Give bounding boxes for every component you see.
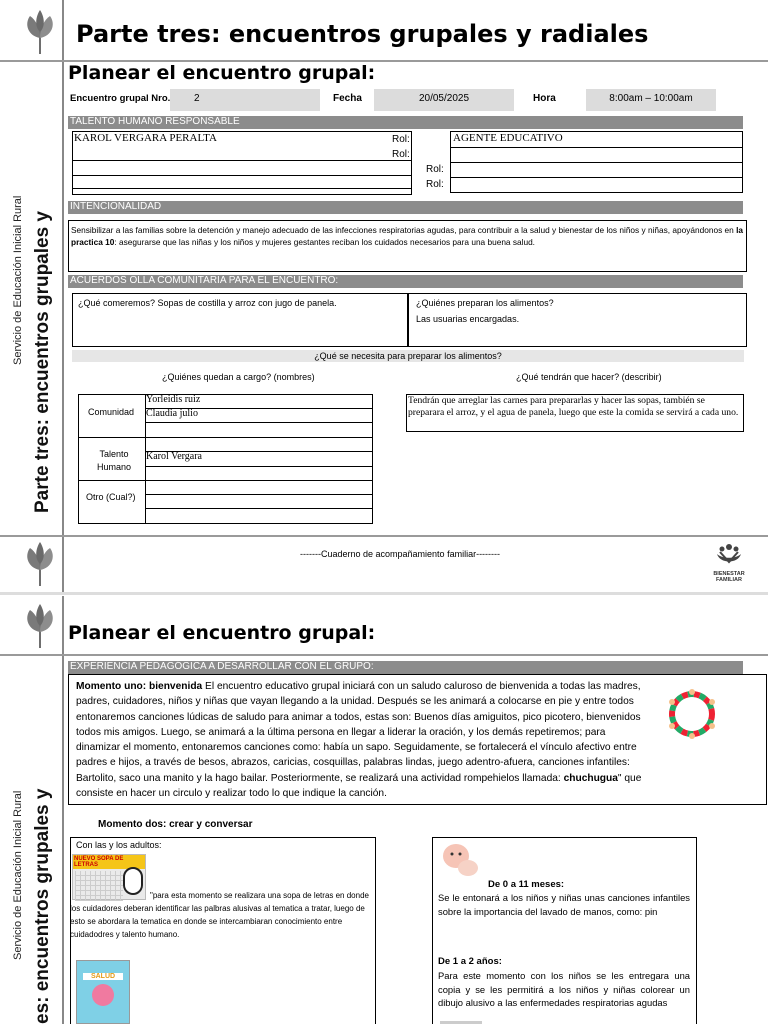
momento-uno-text-2: " que consiste en hacer un circulo y realizar todo lo que indique la canción.	[76, 772, 642, 800]
fecha-value: 20/05/2025	[418, 93, 470, 104]
bienestar-logo-icon	[712, 542, 746, 570]
baby-icon	[438, 840, 482, 880]
leaf-icon	[20, 540, 60, 588]
logo-text: BIENESTAR FAMILIAR	[713, 571, 745, 583]
hora-value: 8:00am – 10:00am	[609, 93, 693, 104]
section-title-2: Planear el encuentro grupal:	[68, 622, 376, 644]
que-hacer-label: ¿Qué tendrán que hacer? (describir)	[516, 372, 662, 382]
section-title: Planear el encuentro grupal:	[68, 62, 376, 84]
side-service-text-2: Servicio de Educación Inicial Rural	[12, 790, 24, 960]
intencionalidad-text-a: Sensibilizar a las familias sobre la detención y manejo adecuado de las infecciones respiratorias agudas, para contribuir a la salud y bienestar de los niños y niñas, apoyándonos en	[71, 225, 737, 235]
momento-uno-bold: chuchugua	[563, 772, 618, 784]
describir-text: Tendrán que arreglar las carnes para prepararlas y hacer las sopas, también se preparara el arroz, y el agua de panela, luego que este la comida se servirá a cada uno.	[408, 395, 739, 418]
adultos-label: Con las y los adultos:	[76, 840, 162, 850]
comunidad-name-2: Claudia julio	[146, 408, 198, 419]
anos-title: De 1 a 2 años:	[438, 956, 502, 967]
intencionalidad-bar: INTENCIONALIDAD	[68, 201, 743, 214]
rol-label-1: Rol:	[392, 134, 410, 145]
anos-text: Para este momento con los niños se les entregara una copia y se les permitirá a los niños y niñas colorear un dibujo alusivo a las enfermedades respiratorias agudas	[438, 970, 690, 1008]
rol-value: AGENTE EDUCATIVO	[453, 132, 563, 144]
describir-box	[406, 394, 744, 432]
page-title: Parte tres: encuentros grupales y radiales	[76, 20, 649, 48]
encuentro-label: Encuentro grupal Nro.	[70, 93, 171, 104]
preparan-question: ¿Quiénes preparan los alimentos?	[416, 298, 554, 308]
talento-bar: TALENTO HUMANO RESPONSABLE	[68, 116, 743, 129]
necesita-bar: ¿Qué se necesita para preparar los alimentos?	[72, 350, 744, 362]
intencionalidad-box	[68, 220, 747, 272]
side-service-text: Servicio de Educación Inicial Rural	[12, 195, 24, 365]
comeremos-text: ¿Qué comeremos? Sopas de costilla y arroz con jugo de panela.	[78, 298, 337, 308]
otro-label: Otro (Cual?)	[86, 492, 136, 502]
experiencia-bar: EXPERIENCIA PEDAGÓGICA A DESARROLLAR CON EL GRUPO:	[68, 661, 743, 674]
salud-image	[76, 960, 130, 1024]
hora-label: Hora	[533, 93, 556, 104]
leaf-icon	[20, 8, 60, 56]
salud-img-title: SALUD	[83, 973, 123, 980]
encuentro-value: 2	[194, 93, 200, 104]
momento-uno-label: Momento uno: bienvenida	[76, 681, 203, 692]
side-part-text-2: es: encuentros grupales y	[32, 788, 53, 1024]
talento-humano-label: Talento Humano	[96, 449, 132, 472]
momento-uno-text: El encuentro educativo grupal iniciará con un saludo caluroso de bienvenida a todas las madres, padres, cuidadores, niños y niñas que vayan llegando a la unidad. Después se les animará a colocarse en pie y entre todos entonaremos canciones lúdicas de saludo para animar a todos, estas son: Buenos días amiguitos, pico picotero, bienvenidos todos mis amigos. Luego, se animará a la última persona en llegar a liderar la oración, y los demás repetiremos; para dinamizar el momento, entonaremos canciones como: había un sapo. Seguidamente, se fortalecerá el vínculo afectivo entre padres e hijos, a través de besos, abrazos, caricias, cosquillas, palabras lindas, juego adentro-afuera, canciones infantiles: Bartolito, saco una manito y la hago bailar. Posteriormente, se realizará una actividad rompehielos llamada:	[76, 681, 641, 784]
intencionalidad-bold: la practica 10	[71, 225, 743, 247]
footer-text: -------Cuaderno de acompañamiento familiar--------	[300, 549, 501, 559]
leaf-icon	[20, 602, 60, 650]
preparan-answer: Las usuarias encargadas.	[416, 314, 520, 324]
preparan-box	[408, 293, 747, 347]
rol-label-3: Rol:	[426, 164, 444, 175]
comunidad-label: Comunidad	[88, 407, 135, 417]
momento-dos-title: Momento dos: crear y conversar	[98, 819, 253, 830]
rol-label-2: Rol:	[392, 149, 410, 160]
fecha-field[interactable]	[374, 89, 514, 111]
adultos-text: "para esta momento se realizara una sopa de letras en donde los cuidadores deberan identificar las palbras alusivas al tematica a tratar, luego de esto se abordara la tematica en donde se intercambiaran conocimiento entre cuidadodres y talento humano.	[70, 891, 369, 939]
side-part-text: Parte tres: encuentros grupales y	[32, 211, 53, 513]
acuerdos-bar: ACUERDOS OLLA COMUNITARIA PARA EL ENCUENTRO:	[68, 275, 743, 288]
meses-title: De 0 a 11 meses:	[488, 879, 565, 890]
hora-field[interactable]	[586, 89, 716, 111]
sopa-img-title: NUEVO SOPA DE LETRAS	[73, 855, 145, 869]
comeremos-box	[72, 293, 408, 347]
children-circle-icon	[654, 686, 730, 742]
meses-text: Se le entonará a los niños y niñas unas canciones infantiles sobre la importancia del lavado de manos, como: pin	[438, 892, 690, 917]
comunidad-name-1: Yorleidis ruiz	[146, 394, 201, 405]
encuentro-field[interactable]	[170, 89, 320, 111]
talento-name: KAROL VERGARA PERALTA	[74, 132, 217, 144]
talento-humano-name: Karol Vergara	[146, 451, 202, 462]
intencionalidad-text-b: : asegurarse que las niñas y los niños y mujeres gestantes reciban los cuidados necesarios para una buena salud.	[114, 237, 535, 247]
quienes-cargo-label: ¿Quiénes quedan a cargo? (nombres)	[162, 372, 315, 382]
rol-label-4: Rol:	[426, 179, 444, 190]
fecha-label: Fecha	[333, 93, 362, 104]
